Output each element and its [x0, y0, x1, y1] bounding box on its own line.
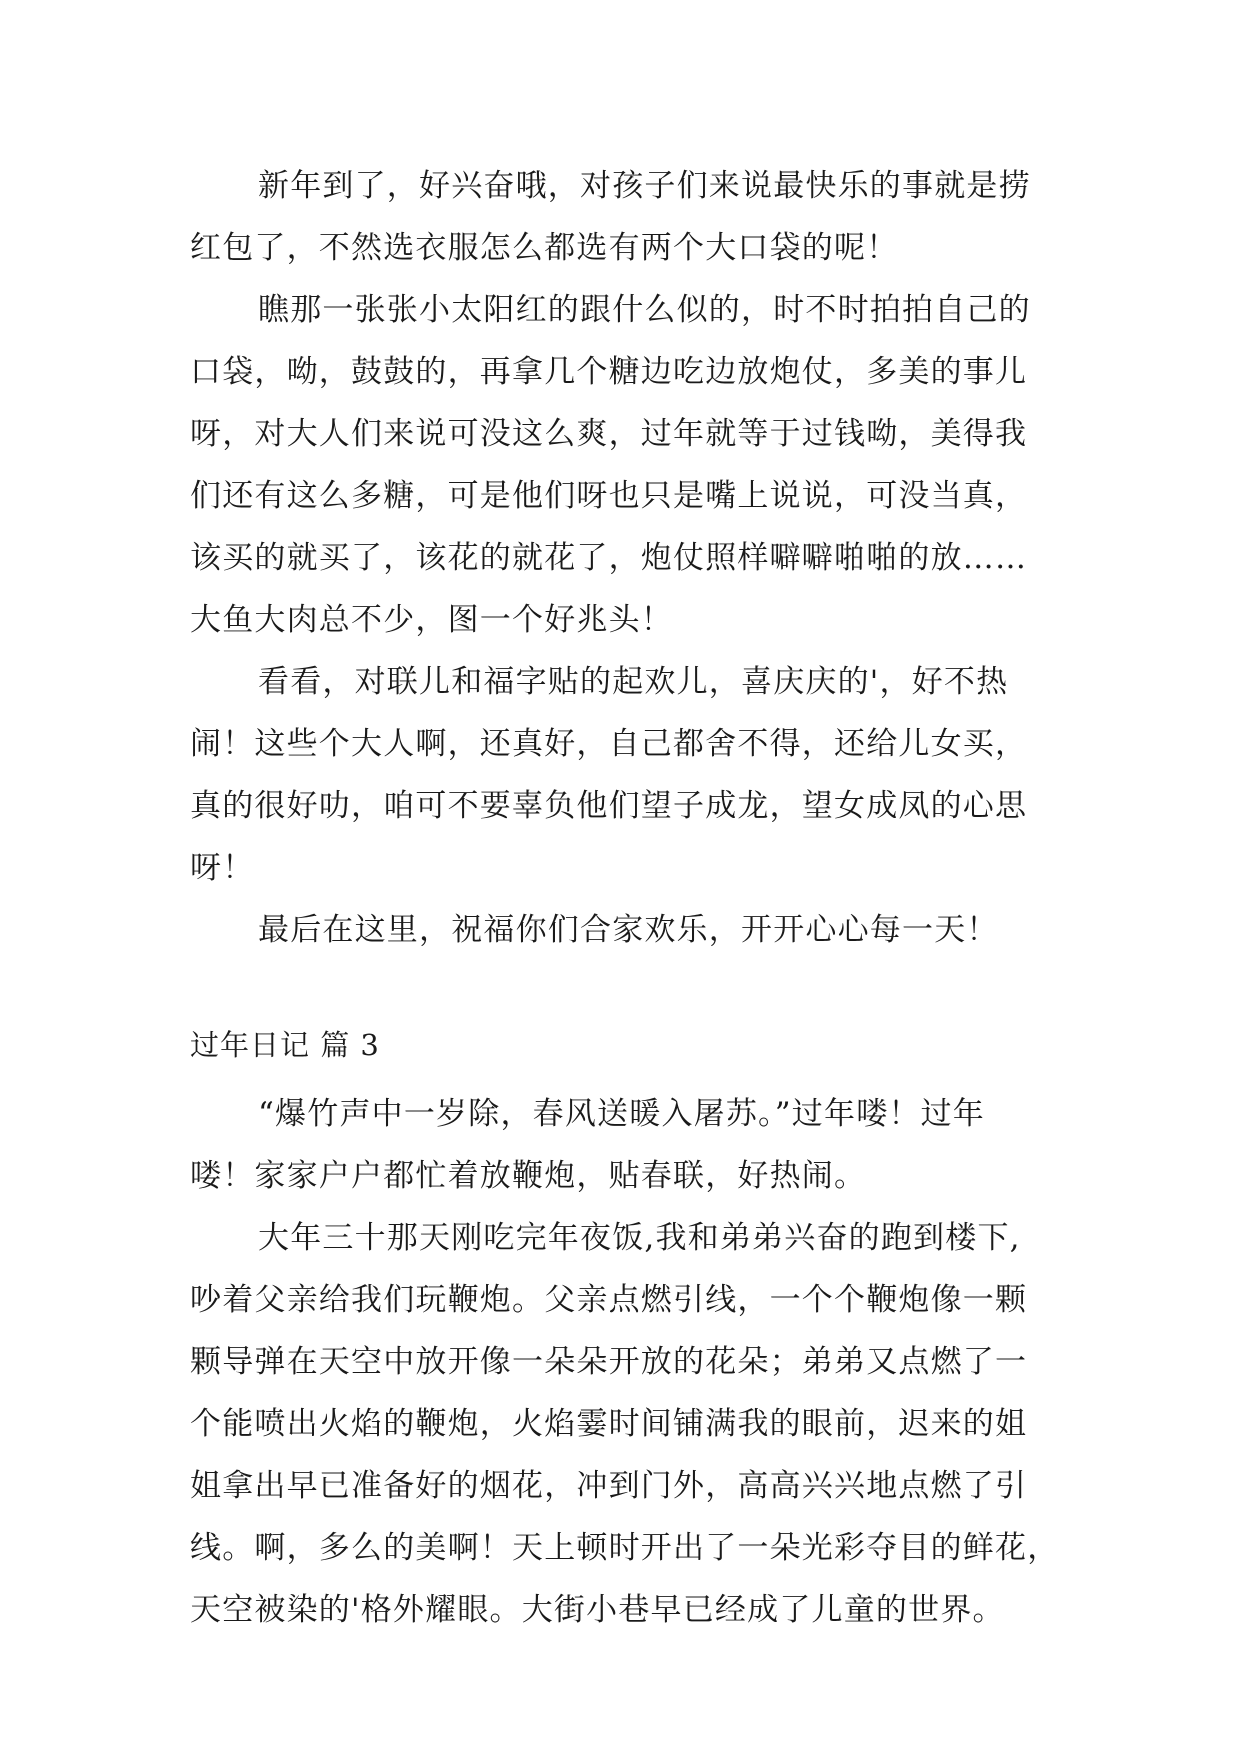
text-line: 该买的就买了，该花的就花了，炮仗照样噼噼啪啪的放…… [190, 540, 1028, 576]
text-line: 姐拿出早已准备好的烟花，冲到门外，高高兴兴地点燃了引 [190, 1468, 1028, 1504]
text-line: 看看，对联儿和福字贴的起欢儿，喜庆庆的'，好不热 [258, 664, 1009, 700]
text-line: 个能喷出火焰的鞭炮，火焰霎时间铺满我的眼前，迟来的姐 [190, 1406, 1028, 1442]
text-line: 新年到了，好兴奋哦，对孩子们来说最快乐的事就是捞 [258, 168, 1031, 204]
text-line: 们还有这么多糖，可是他们呀也只是嘴上说说，可没当真， [190, 478, 1028, 514]
text-line: 最后在这里，祝福你们合家欢乐，开开心心每一天！ [258, 912, 999, 948]
text-line: 线。啊，多么的美啊！天上顿时开出了一朵光彩夺目的鲜花， [190, 1530, 1060, 1566]
text-line: 天空被染的'格外耀眼。大街小巷早已经成了儿童的世界。 [190, 1592, 1005, 1628]
text-line: 瞧那一张张小太阳红的跟什么似的，时不时拍拍自己的 [258, 292, 1031, 328]
text-line: 呀，对大人们来说可没这么爽，过年就等于过钱呦，美得我 [190, 416, 1028, 452]
text-line: 红包了，不然选衣服怎么都选有两个大口袋的呢！ [190, 230, 899, 266]
section-title: 过年日记 篇 3 [190, 1028, 380, 1062]
text-line: 呀！ [190, 850, 255, 886]
text-line: 真的很好叻，咱可不要辜负他们望子成龙，望女成凤的心思 [190, 788, 1028, 824]
text-line: “爆竹声中一岁除，春风送暖入屠苏。”过年喽！过年 [258, 1096, 985, 1132]
text-line: 喽！家家户户都忙着放鞭炮，贴春联，好热闹。 [190, 1158, 867, 1194]
text-line: 吵着父亲给我们玩鞭炮。父亲点燃引线，一个个鞭炮像一颗 [190, 1282, 1028, 1318]
text-line: 闹！这些个大人啊，还真好，自己都舍不得，还给儿女买， [190, 726, 1028, 762]
text-line: 口袋，呦，鼓鼓的，再拿几个糖边吃边放炮仗，多美的事儿 [190, 354, 1028, 390]
text-line: 大鱼大肉总不少，图一个好兆头！ [190, 602, 673, 638]
text-line: 颗导弹在天空中放开像一朵朵开放的花朵；弟弟又点燃了一 [190, 1344, 1028, 1380]
text-line: 大年三十那天刚吃完年夜饭,我和弟弟兴奋的跑到楼下, [258, 1220, 1021, 1256]
